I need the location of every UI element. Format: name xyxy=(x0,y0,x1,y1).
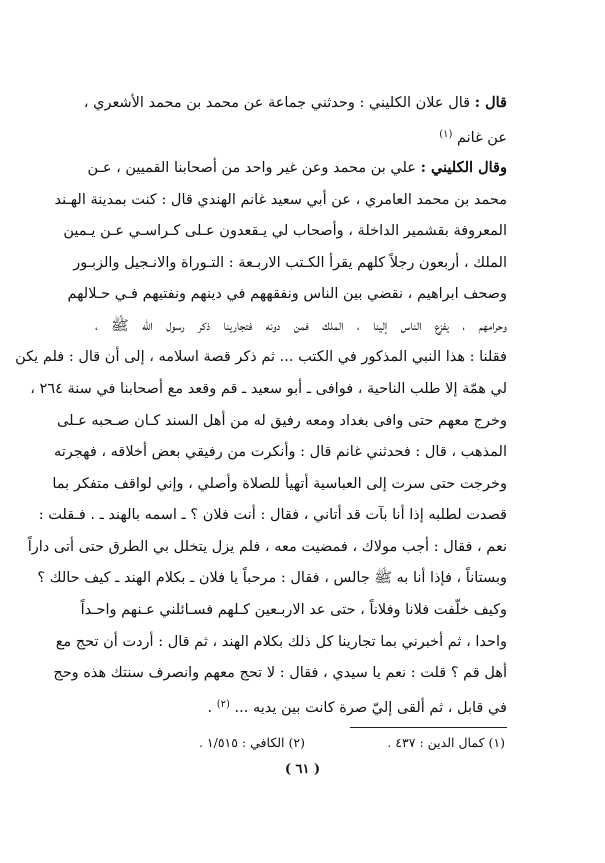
paragraph-2-line-17: أهل قم ؟ قلت : نعم يا سيدي ، فقال : لا تحج معهم وانصرف سنتك هذه وحج xyxy=(53,665,507,681)
paragraph-1-text: قال علان الكليني : وحدثني جماعة عن محمد بن محمد الأشعري ، xyxy=(83,95,471,111)
footnote-ref-2: (٢) xyxy=(216,699,230,710)
paragraph-1-lead: قال : xyxy=(474,94,507,111)
paragraph-2-line-4: الملك ، أربعون رجلاً كلهم يقرأ الكـتب الاربـعة : التـوراة والانـجيل والزبـور xyxy=(73,255,507,271)
paragraph-2-last-text: في قابل ، ثم ألقى إليّ صرة كانت بين يديه ... xyxy=(234,700,507,716)
footnote-ref-1: (١) xyxy=(439,129,453,140)
paragraph-2-line-14: وبستاناً ، فإذا أنا به ﷺ جالس ، فقال : مرحباً يا فلان ـ بكلام الهند ـ كيف حالك ؟ xyxy=(37,570,507,586)
paragraph-2-line-9: وخرج معهم حتى وافى بغداد ومعه رفيق له من أهل السند كـان صـحبه عـلى xyxy=(57,413,507,429)
page-number: ( ٦١ ) xyxy=(284,762,321,777)
paragraph-1-line-1 xyxy=(83,92,507,114)
footnote-2: (٢) الكافي : ١/٥١٥ . xyxy=(198,735,305,750)
paragraph-2-line-12: قصدت لطلبه إذا أنا بآت قد أتاني ، فقال : أنت فلان ؟ ـ اسمه بالهند ـ . فـقلت : xyxy=(38,507,507,523)
paragraph-2-line-6: وحرامهم ، يفزع الناس إلينا ، الملك فمن دونه فتجارينا ذكر رسول الله ﷺ ، xyxy=(95,318,507,334)
paragraph-2-line-18 xyxy=(95,694,507,719)
paragraph-2-end-period: . xyxy=(207,700,213,716)
paragraph-2-line-11: وخرجت حتى سرت إلى العباسية أتهيأ للصلاة وأصلي ، وإني لواقف متفكر بما xyxy=(52,476,507,492)
footnote-separator xyxy=(350,727,507,728)
paragraph-2-line-3: المعروفة بقشمير الداخلة ، وأصحاب لي يـقعدون عـلى كـراسـي عـن يـمين xyxy=(63,223,507,239)
paragraph-2-line-15: وكيف خلّفت فلانا وفلاناً ، حتى عد الاربـعين كـلهم فسـائلني عـنهم واحـداً xyxy=(80,602,507,618)
paragraph-2-line-13: نعم ، فقال : أجب مولاك ، فمضيت معه ، فلم يزل يتخلل بي الطرق حتى أتى داراً xyxy=(27,539,507,555)
paragraph-2-line-7: فقلنا : هذا النبي المذكور في الكتب ... ثم ذكر قصة اسلامه ، إلى أن قال : فلم يكن xyxy=(15,349,507,365)
paragraph-2-line-5: وصحف ابراهيم ، نقضي بين الناس ونفقههم في دينهم ونفتيهم فـي حـلالهم xyxy=(67,286,507,302)
paragraph-1-text-2: عن غانم xyxy=(457,130,507,146)
paragraph-2-lead: وقال الكليني : xyxy=(420,159,507,176)
paragraph-2-line-2: محمد بن محمد العامري ، عن أبي سعيد غانم الهندي قال : كنت بمدينة الهـند xyxy=(54,192,507,208)
paragraph-2-line-1 xyxy=(87,157,507,179)
paragraph-2-text: علي بن محمد وعن غير واحد من أصحابنا القميين ، عـن xyxy=(87,160,416,176)
footnote-1: (١) كمال الدين : ٤٣٧ . xyxy=(387,735,505,750)
paragraph-1-line-2 xyxy=(95,124,507,149)
paragraph-2-line-10: المذهب ، قال : فحدثني غانم قال : وأنكرت من رفيقي بعض أخلاقه ، فهجرته xyxy=(53,444,507,460)
paragraph-2-line-16: واحدا ، ثم أخبرني بما تجارينا كل ذلك بكلام الهند ، ثم قال : أردت أن تحج مع xyxy=(55,634,507,650)
paragraph-2-line-8: لي همّة إلا طلب الناحية ، فوافى ـ أبو سعيد ـ قم وقعد مع أصحابنا في سنة ٢٦٤ ، xyxy=(30,381,507,397)
